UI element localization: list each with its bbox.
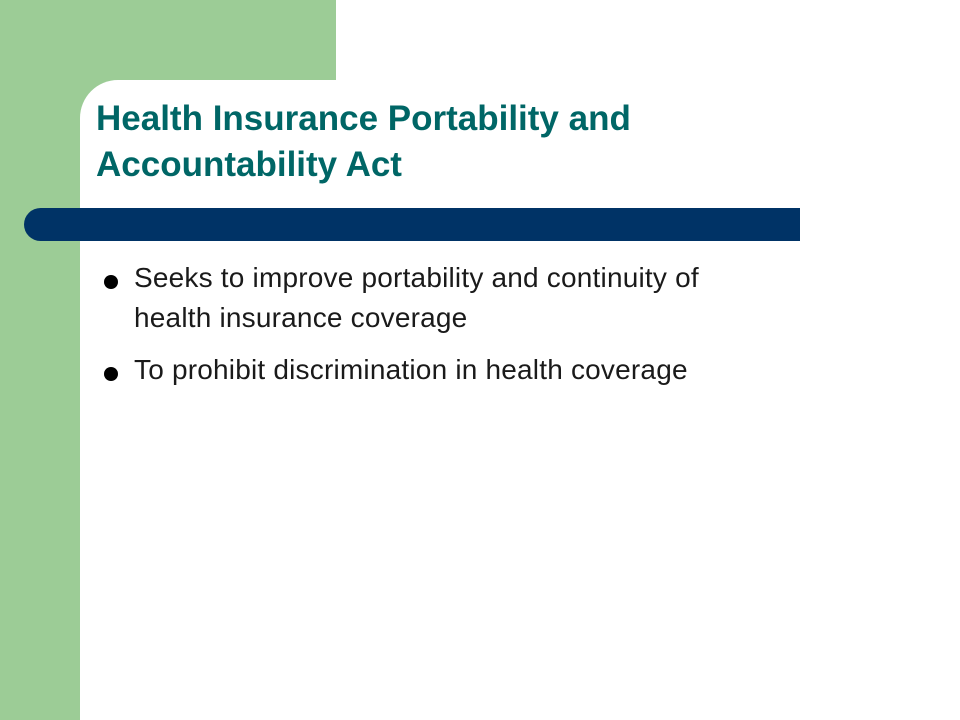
title-underline-bar	[24, 208, 800, 241]
bullet-text	[134, 350, 894, 390]
slide-title	[96, 96, 856, 188]
bullet-line: health insurance coverage	[134, 302, 468, 333]
bullet-line: To prohibit discrimination in health coverage	[134, 354, 688, 385]
bullet-text	[134, 258, 894, 338]
bullet-list	[96, 258, 896, 402]
slide-title-line-2: Accountability Act	[96, 145, 402, 184]
bullet-dot-icon	[104, 275, 118, 289]
slide-title-line-1: Health Insurance Portability and	[96, 99, 631, 138]
bullet-item	[96, 350, 896, 390]
bullet-line: Seeks to improve portability and continuity of	[134, 262, 699, 293]
bullet-item	[96, 258, 896, 338]
bullet-dot-icon	[104, 367, 118, 381]
